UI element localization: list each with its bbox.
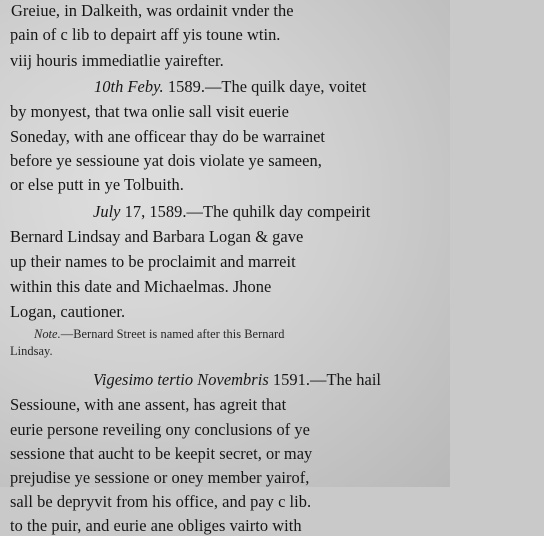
text-line: prejudise ye sessione or oney member yairof,: [10, 468, 310, 487]
text-line: Logan, cautioner.: [10, 302, 126, 321]
text-line: before ye sessioune yat dois violate ye sameen,: [10, 151, 322, 170]
entry-date: July: [93, 202, 121, 221]
text-line: by monyest, that twa onlie sall visit euerie: [10, 102, 289, 121]
entry-text: 17, 1589.—The quhilk day compeirit: [120, 202, 371, 221]
entry-heading-line: [94, 77, 544, 97]
text-line: sall be depryvit from his office, and pay c lib.: [10, 492, 312, 511]
text-line: viij houris immediatlie yairefter.: [10, 51, 224, 70]
entry-heading-line: [93, 370, 543, 390]
note-text: —Bernard Street is named after this Bernard: [60, 327, 285, 341]
entry-date: 10th Feby.: [94, 77, 164, 96]
text-line: sessione that aucht to be keepit secret, or may: [10, 444, 313, 463]
text-line: to the puir, and eurie ane obliges vairto with: [10, 516, 302, 535]
note-line: [34, 326, 484, 342]
entry-text: 1589.—The quilk daye, voitet: [163, 77, 367, 96]
text-line: Soneday, with ane officear thay do be warrainet: [10, 127, 326, 146]
note-line: Lindsay.: [10, 344, 53, 358]
text-line: Sessioune, with ane assent, has agreit that: [10, 395, 287, 414]
entry-date: Vigesimo tertio Novembris: [93, 370, 269, 389]
text-line: up their names to be proclaimit and marreit: [10, 252, 296, 271]
note-label: Note.: [34, 327, 61, 341]
text-line: pain of c lib to depairt aff yis toune wtin.: [10, 25, 281, 44]
entry-text: 1591.—The hail: [268, 370, 382, 389]
text-line: within this date and Michaelmas. Jhone: [10, 277, 272, 296]
text-line: eurie persone reveiling ony conclusions of ye: [10, 420, 310, 439]
text-line: Bernard Lindsay and Barbara Logan & gave: [10, 227, 304, 246]
text-line: or else putt in ye Tolbuith.: [10, 175, 184, 194]
text-line: Greiue, in Dalkeith, was ordainit vnder the: [11, 1, 294, 20]
entry-heading-line: [93, 202, 543, 222]
